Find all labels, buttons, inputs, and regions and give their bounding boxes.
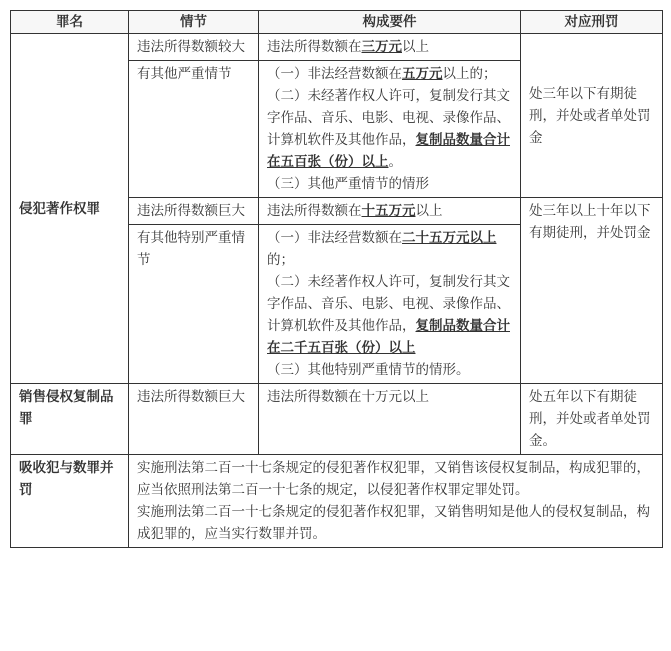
header-circumstance: 情节 (129, 11, 259, 34)
table-row (11, 34, 663, 61)
element-item-1: （一）非法经营数额在五万元以上的； (267, 66, 497, 82)
merge-paragraph-2: 实施刑法第二百一十七条规定的侵犯著作权犯罪，又销售明知是他人的侵权复制品，构成犯罪的，应当实行数罪并罚。 (137, 504, 650, 542)
table-row (11, 384, 663, 455)
element-item-3: （三）其他严重情节的情形 (267, 176, 429, 192)
crime-name: 销售侵权复制品罪 (11, 384, 129, 455)
element-amount: 三万元 (361, 39, 402, 55)
table-row (11, 455, 663, 548)
crime-name: 吸收犯与数罪并罚 (11, 455, 129, 548)
element-cell: 违法所得数额在十万元以上 (259, 384, 521, 455)
penalty-cell: 处五年以下有期徒刑，并处或者单处罚金。 (521, 384, 663, 455)
circumstance-cell: 违法所得数额巨大 (129, 384, 259, 455)
crime-name: 侵犯著作权罪 (11, 34, 129, 384)
element-item-1: （一）非法经营数额在二十五万元以上的； (267, 230, 497, 268)
element-cell (259, 34, 521, 61)
merge-paragraph-1: 实施刑法第二百一十七条规定的侵犯著作权犯罪，又销售该侵权复制品，构成犯罪的，应当依照刑法第二百一十七条的规定，以侵犯著作权罪定罪处罚。 (137, 460, 650, 498)
penalty-cell: 处三年以下有期徒刑，并处或者单处罚金 (521, 34, 663, 198)
element-cell (259, 225, 521, 384)
element-text: 以上 (402, 39, 429, 55)
element-item-3: （三）其他特别严重情节的情形。 (267, 362, 470, 378)
circumstance-cell: 违法所得数额较大 (129, 34, 259, 61)
law-table (10, 10, 663, 548)
circumstance-cell: 有其他特别严重情节 (129, 225, 259, 384)
header-elements: 构成要件 (259, 11, 521, 34)
merge-cell (129, 455, 663, 548)
header-crime: 罪名 (11, 11, 129, 34)
header-row (11, 11, 663, 34)
element-item-2: （二）未经著作权人许可，复制发行其文字作品、音乐、电影、电视、录像作品、计算机软件及其他作品，复制品数量合计在五百张（份）以上。 (267, 88, 510, 170)
element-amount: 十五万元 (361, 203, 416, 219)
penalty-cell: 处三年以上十年以下有期徒刑，并处罚金 (521, 198, 663, 384)
element-item-2: （二）未经著作权人许可，复制发行其文字作品、音乐、电影、电视、录像作品、计算机软件及其他作品，复制品数量合计在二千五百张（份）以上 (267, 274, 510, 356)
element-text: 以上 (415, 203, 443, 219)
element-text: 违法所得数额在 (267, 39, 362, 55)
element-cell (259, 198, 521, 225)
circumstance-cell: 有其他严重情节 (129, 61, 259, 198)
element-cell (259, 61, 521, 198)
header-penalty: 对应刑罚 (521, 11, 663, 34)
circumstance-cell: 违法所得数额巨大 (129, 198, 259, 225)
element-text: 违法所得数额在 (267, 203, 362, 219)
